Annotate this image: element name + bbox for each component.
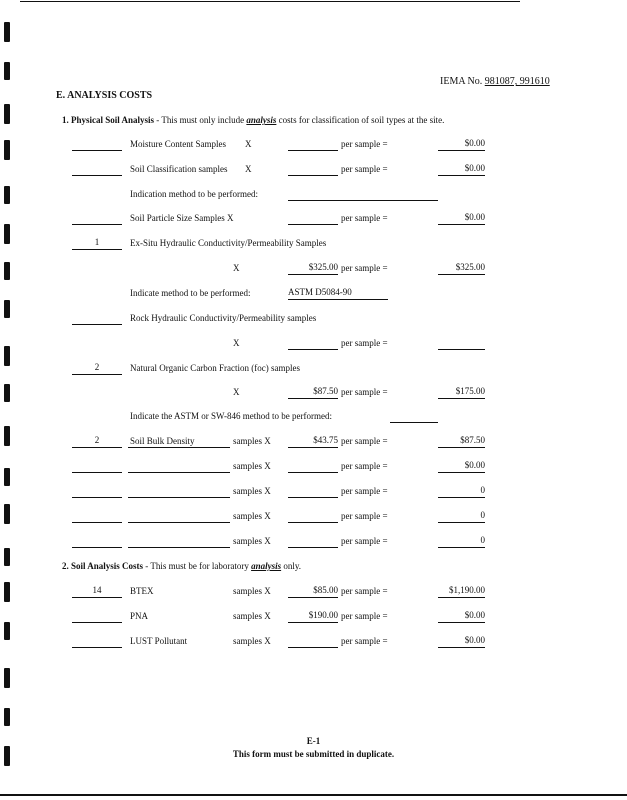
samples-x-label: samples X bbox=[233, 511, 271, 521]
total-field[interactable]: $0.00 bbox=[464, 163, 485, 173]
row-label: BTEX bbox=[130, 586, 154, 596]
soil-heading-text: - This must be for laboratory bbox=[143, 561, 252, 571]
total-field[interactable]: $325.00 bbox=[455, 262, 485, 272]
qty-field[interactable]: 2 bbox=[94, 362, 100, 372]
total-field[interactable]: $1,190.00 bbox=[449, 585, 485, 595]
total-field[interactable]: $0.00 bbox=[464, 212, 485, 222]
soil-heading-title: 2. Soil Analysis Costs bbox=[62, 561, 144, 571]
samples-x-label: samples X bbox=[233, 461, 271, 471]
per-sample-label: per sample = bbox=[341, 511, 388, 521]
unit-cost-field[interactable]: $87.50 bbox=[313, 386, 338, 396]
per-sample-label: per sample = bbox=[341, 387, 388, 397]
astm-method-label: Indicate the ASTM or SW-846 method to be performed: bbox=[130, 411, 332, 421]
per-sample-label: per sample = bbox=[341, 164, 388, 174]
samples-x-label: samples X bbox=[233, 586, 271, 596]
multiply-sign: X bbox=[233, 263, 240, 273]
indication-method-label: Indication method to be performed: bbox=[130, 189, 258, 199]
per-sample-label: per sample = bbox=[341, 139, 388, 149]
multiply-sign: X bbox=[245, 139, 252, 149]
per-sample-label: per sample = bbox=[341, 611, 388, 621]
samples-x-label: samples X bbox=[233, 611, 271, 621]
iema-label: IEMA No. bbox=[440, 76, 483, 87]
row-label[interactable]: Soil Bulk Density bbox=[130, 436, 195, 446]
total-field[interactable]: $0.00 bbox=[464, 635, 485, 645]
total-field[interactable]: 0 bbox=[480, 510, 485, 520]
hydraulic-method-label: Indicate method to be performed: bbox=[130, 288, 251, 298]
row-label: LUST Pollutant bbox=[130, 636, 188, 646]
row-label: PNA bbox=[130, 611, 149, 621]
per-sample-label: per sample = bbox=[341, 263, 388, 273]
per-sample-label: per sample = bbox=[341, 486, 388, 496]
unit-cost-field[interactable]: $85.00 bbox=[313, 585, 338, 595]
physical-heading bbox=[62, 115, 444, 125]
total-field[interactable]: $87.50 bbox=[460, 435, 485, 445]
unit-cost-field[interactable]: $190.00 bbox=[308, 610, 338, 620]
multiply-sign: X bbox=[233, 387, 240, 397]
samples-x-label: samples X bbox=[233, 486, 271, 496]
row-label: Rock Hydraulic Conductivity/Permeability samples bbox=[130, 313, 317, 323]
iema-number bbox=[440, 76, 550, 87]
duplicate-note: This form must be submitted in duplicate. bbox=[232, 749, 395, 759]
physical-heading-suffix: costs for classification of soil types at the site. bbox=[276, 115, 445, 125]
multiply-sign: X bbox=[245, 164, 252, 174]
qty-field[interactable]: 1 bbox=[94, 237, 100, 247]
scan-bottom-edge bbox=[0, 794, 627, 796]
soil-analysis-heading bbox=[62, 561, 301, 571]
per-sample-label: per sample = bbox=[341, 338, 388, 348]
iema-numbers: 981087, 991610 bbox=[484, 76, 550, 87]
scan-top-edge bbox=[20, 1, 520, 2]
soil-heading-suffix: only. bbox=[281, 561, 302, 571]
total-field[interactable]: $0.00 bbox=[464, 610, 485, 620]
per-sample-label: per sample = bbox=[341, 636, 388, 646]
per-sample-label: per sample = bbox=[341, 536, 388, 546]
multiply-sign: X bbox=[233, 338, 240, 348]
row-label: Soil Classification samples bbox=[130, 164, 228, 174]
soil-heading-emphasis: analysis bbox=[251, 561, 282, 571]
total-field[interactable]: 0 bbox=[480, 535, 485, 545]
per-sample-label: per sample = bbox=[341, 213, 388, 223]
row-label: Ex-Situ Hydraulic Conductivity/Permeability Samples bbox=[130, 238, 327, 248]
unit-cost-field[interactable]: $43.75 bbox=[313, 435, 338, 445]
row-label: Moisture Content Samples bbox=[130, 139, 226, 149]
total-field[interactable]: 0 bbox=[480, 485, 485, 495]
per-sample-label: per sample = bbox=[341, 461, 388, 471]
page-number: E-1 bbox=[306, 736, 321, 746]
samples-x-label: samples X bbox=[233, 636, 271, 646]
physical-heading-title: 1. Physical Soil Analysis bbox=[62, 115, 155, 125]
samples-x-label: samples X bbox=[233, 536, 271, 546]
physical-heading-emphasis: analysis bbox=[246, 115, 277, 125]
per-sample-label: per sample = bbox=[341, 586, 388, 596]
total-field[interactable]: $0.00 bbox=[464, 460, 485, 470]
total-field[interactable]: $175.00 bbox=[455, 386, 485, 396]
section-title: E. ANALYSIS COSTS bbox=[56, 90, 153, 101]
samples-x-label: samples X bbox=[233, 436, 271, 446]
total-field[interactable]: $0.00 bbox=[464, 138, 485, 148]
row-label: Soil Particle Size Samples X bbox=[130, 213, 234, 223]
qty-field[interactable]: 2 bbox=[94, 435, 100, 445]
qty-field[interactable]: 14 bbox=[92, 585, 102, 595]
physical-heading-text: - This must only include bbox=[154, 115, 247, 125]
unit-cost-field[interactable]: $325.00 bbox=[308, 262, 338, 272]
hydraulic-method-field[interactable]: ASTM D5084-90 bbox=[288, 287, 352, 297]
per-sample-label: per sample = bbox=[341, 436, 388, 446]
row-label: Natural Organic Carbon Fraction (foc) samples bbox=[130, 363, 301, 373]
